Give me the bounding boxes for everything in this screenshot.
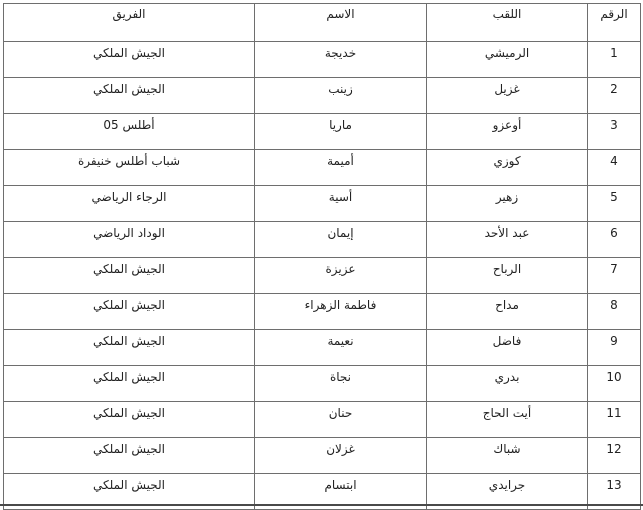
- row-number: 10: [588, 366, 641, 402]
- header-row: [4, 4, 641, 42]
- row-team: الجيش الملكي: [4, 78, 255, 114]
- row-team: الجيش الملكي: [4, 438, 255, 474]
- table-row: [4, 42, 641, 78]
- row-surname: الرباح: [427, 258, 588, 294]
- row-name: فاطمة الزهراء: [255, 294, 427, 330]
- row-name: أميمة: [255, 150, 427, 186]
- row-surname: أوعزو: [427, 114, 588, 150]
- table-row: [4, 150, 641, 186]
- row-surname: شباك: [427, 438, 588, 474]
- row-surname: مداح: [427, 294, 588, 330]
- row-number: 4: [588, 150, 641, 186]
- row-number: 1: [588, 42, 641, 78]
- row-team: الوداد الرياضي: [4, 222, 255, 258]
- row-name: خديجة: [255, 42, 427, 78]
- row-name: نعيمة: [255, 330, 427, 366]
- row-name: نجاة: [255, 366, 427, 402]
- row-team: الجيش الملكي: [4, 402, 255, 438]
- row-name: عزيزة: [255, 258, 427, 294]
- header-team: الفريق: [4, 4, 255, 42]
- row-surname: جرايدي: [427, 474, 588, 510]
- row-team: الجيش الملكي: [4, 330, 255, 366]
- row-name: إيمان: [255, 222, 427, 258]
- table-row: [4, 222, 641, 258]
- table-body: [4, 42, 641, 510]
- row-number: 7: [588, 258, 641, 294]
- row-team: الجيش الملكي: [4, 258, 255, 294]
- table-header: [4, 4, 641, 42]
- table-row: [4, 366, 641, 402]
- row-surname: عبد الأحد: [427, 222, 588, 258]
- header-surname: اللقب: [427, 4, 588, 42]
- row-number: 12: [588, 438, 641, 474]
- row-surname: فاضل: [427, 330, 588, 366]
- row-number: 3: [588, 114, 641, 150]
- row-number: 13: [588, 474, 641, 510]
- row-surname: الرميشي: [427, 42, 588, 78]
- row-surname: بدري: [427, 366, 588, 402]
- row-surname: أيت الحاج: [427, 402, 588, 438]
- row-surname: غزيل: [427, 78, 588, 114]
- table-row: [4, 258, 641, 294]
- row-surname: زهير: [427, 186, 588, 222]
- row-number: 8: [588, 294, 641, 330]
- header-num: الرقم: [588, 4, 641, 42]
- row-team: أطلس 05: [4, 114, 255, 150]
- row-name: أسية: [255, 186, 427, 222]
- row-team: الرجاء الرياضي: [4, 186, 255, 222]
- table-row: [4, 294, 641, 330]
- row-name: زينب: [255, 78, 427, 114]
- table-row: [4, 78, 641, 114]
- row-surname: كوزي: [427, 150, 588, 186]
- row-number: 2: [588, 78, 641, 114]
- row-name: ابتسام: [255, 474, 427, 510]
- row-team: شباب أطلس خنيفرة: [4, 150, 255, 186]
- table-row: [4, 402, 641, 438]
- table-row: [4, 438, 641, 474]
- row-team: الجيش الملكي: [4, 366, 255, 402]
- row-team: الجيش الملكي: [4, 474, 255, 510]
- roster-table: [3, 3, 641, 510]
- row-team: الجيش الملكي: [4, 42, 255, 78]
- row-number: 5: [588, 186, 641, 222]
- row-name: حنان: [255, 402, 427, 438]
- table-row: [4, 186, 641, 222]
- row-number: 9: [588, 330, 641, 366]
- row-name: غزلان: [255, 438, 427, 474]
- row-team: الجيش الملكي: [4, 294, 255, 330]
- table-row: [4, 330, 641, 366]
- row-name: ماريا: [255, 114, 427, 150]
- table-row: [4, 114, 641, 150]
- row-number: 6: [588, 222, 641, 258]
- row-number: 11: [588, 402, 641, 438]
- bottom-divider: [0, 504, 643, 506]
- header-name: الاسم: [255, 4, 427, 42]
